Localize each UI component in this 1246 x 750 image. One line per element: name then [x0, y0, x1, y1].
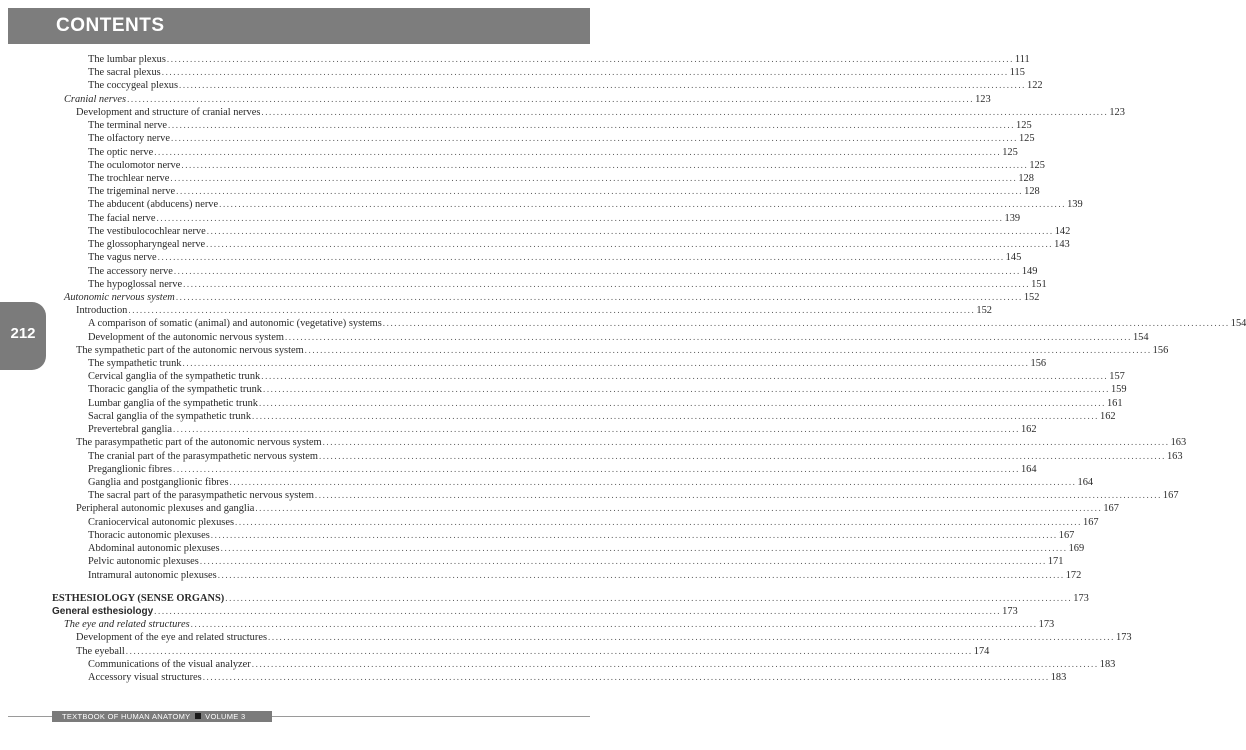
toc-entry[interactable]: [52, 436, 1187, 449]
toc-entry-title: The sympathetic trunk: [88, 358, 182, 370]
toc-leader-dots: ............................................................................................................................................................................................................................: [229, 477, 1077, 487]
toc-leader-dots: ............................................................................................................................................................................................................................: [154, 605, 1002, 616]
toc-entry-title: Lumbar ganglia of the sympathetic trunk: [88, 397, 258, 409]
toc-entry-page: 111: [1014, 54, 1030, 65]
toc-entry[interactable]: [52, 79, 1043, 92]
toc-entry[interactable]: [52, 489, 1179, 502]
toc-leader-dots: ............................................................................................................................................................................................................................: [181, 159, 1029, 170]
toc-entry[interactable]: [52, 463, 1037, 476]
toc-leader-dots: ............................................................................................................................................................................................................................: [175, 291, 1023, 302]
toc-entry[interactable]: [52, 671, 1067, 684]
toc-entry-title: Thoracic autonomic plexuses: [88, 529, 210, 541]
toc-entry[interactable]: [52, 383, 1127, 396]
toc-leader-dots: ............................................................................................................................................................................................................................: [166, 54, 1014, 64]
toc-entry[interactable]: [52, 278, 1047, 291]
toc-entry-title: Thoracic ganglia of the sympathetic trunk: [88, 384, 262, 396]
toc-leader-dots: ............................................................................................................................................................................................................................: [206, 239, 1054, 250]
toc-entry[interactable]: [52, 569, 1082, 582]
toc-entry-title: The vestibulocochlear nerve: [88, 225, 206, 237]
toc-entry-title: The sacral plexus: [88, 67, 161, 79]
toc-entry-title: The sympathetic part of the autonomic nervous system: [76, 344, 304, 356]
toc-entry[interactable]: [52, 93, 991, 106]
toc-entry[interactable]: [52, 605, 1018, 618]
toc-leader-dots: ............................................................................................................................................................................................................................: [210, 529, 1058, 540]
toc-entry-page: 123: [1109, 106, 1125, 118]
toc-entry-page: 139: [1067, 199, 1083, 211]
toc-leader-dots: ............................................................................................................................................................................................................................: [170, 172, 1018, 183]
footer-text: [62, 711, 245, 722]
toc-entry-title: The glossopharyngeal nerve: [88, 239, 206, 251]
toc-entry[interactable]: [52, 618, 1055, 631]
toc-entry[interactable]: [52, 370, 1125, 383]
toc-leader-dots: ............................................................................................................................................................................................................................: [168, 120, 1016, 131]
toc-entry-page: 149: [1021, 265, 1038, 277]
toc-entry-title: Cranial nerves: [64, 93, 127, 105]
toc-entry-title: The oculomotor nerve: [88, 159, 181, 171]
toc-leader-dots: ............................................................................................................................................................................................................................: [190, 619, 1038, 630]
toc-entry[interactable]: [52, 159, 1045, 172]
toc-entry-title: General esthesiology: [52, 605, 154, 617]
toc-leader-dots: ............................................................................................................................................................................................................................: [172, 424, 1020, 435]
toc-leader-dots: ............................................................................................................................................................................................................................: [156, 212, 1004, 223]
toc-entry-title: The trochlear nerve: [88, 172, 170, 184]
toc-entry[interactable]: [52, 172, 1034, 185]
footer-bar: [52, 711, 272, 722]
toc-entry-page: 125: [1002, 146, 1018, 158]
toc-leader-dots: ............................................................................................................................................................................................................................: [251, 658, 1099, 669]
toc-leader-dots: ............................................................................................................................................................................................................................: [170, 133, 1018, 144]
toc-leader-dots: ............................................................................................................................................................................................................................: [268, 632, 1115, 643]
toc-entry-page: 183: [1099, 658, 1116, 670]
toc-entry-title: Communications of the visual analyzer: [88, 658, 251, 670]
toc-entry-page: 164: [1020, 463, 1037, 475]
toc-entry-title: The accessory nerve: [88, 265, 173, 277]
toc-entry-page: 125: [1016, 120, 1032, 132]
toc-entry-title: Accessory visual structures: [88, 672, 202, 684]
toc-entry-page: 154: [1230, 318, 1246, 330]
toc-leader-dots: ............................................................................................................................................................................................................................: [217, 569, 1065, 580]
toc-entry[interactable]: [52, 397, 1123, 410]
toc-entry-title: The eyeball: [76, 645, 125, 657]
toc-entry-page: 161: [1106, 397, 1123, 409]
toc-entry-page: 164: [1077, 477, 1094, 488]
toc-entry-title: Pelvic autonomic plexuses: [88, 556, 199, 568]
toc-entry[interactable]: [52, 265, 1038, 278]
toc-entry[interactable]: [52, 106, 1125, 119]
toc-entry-page: 159: [1110, 384, 1127, 396]
toc-entry-page: 152: [976, 305, 992, 317]
toc-entry-title: The hypoglossal nerve: [88, 278, 183, 290]
toc-entry-page: 115: [1009, 67, 1025, 79]
toc-entry-page: 122: [1027, 80, 1043, 92]
toc-leader-dots: ............................................................................................................................................................................................................................: [261, 371, 1109, 382]
toc-entry-page: 128: [1024, 186, 1040, 198]
toc-leader-dots: ............................................................................................................................................................................................................................: [128, 305, 976, 316]
toc-entry-page: 183: [1050, 672, 1067, 684]
toc-entry[interactable]: [52, 502, 1119, 515]
toc-leader-dots: ............................................................................................................................................................................................................................: [161, 67, 1009, 78]
toc-entry[interactable]: [52, 291, 1040, 304]
toc-entry[interactable]: [52, 225, 1071, 238]
toc-entry[interactable]: [52, 631, 1132, 644]
toc-leader-dots: ............................................................................................................................................................................................................................: [182, 358, 1030, 369]
toc-entry-title: Development and structure of cranial nerves: [76, 106, 261, 118]
toc-entry-page: 167: [1103, 503, 1119, 515]
toc-entry-title: Preganglionic fibres: [88, 463, 172, 475]
toc-entry-page: 169: [1068, 543, 1085, 555]
toc-entry-page: 167: [1058, 529, 1075, 541]
toc-entry-page: 174: [973, 645, 990, 657]
toc-entry[interactable]: [52, 410, 1116, 423]
page-number-tab: [0, 302, 46, 370]
toc-entry-title: The terminal nerve: [88, 120, 168, 132]
toc-leader-dots: ............................................................................................................................................................................................................................: [154, 146, 1002, 157]
toc-leader-dots: ............................................................................................................................................................................................................................: [183, 278, 1031, 289]
toc-entry[interactable]: [52, 542, 1085, 555]
toc-entry-page: 162: [1020, 424, 1037, 436]
toc-entry[interactable]: [52, 132, 1035, 145]
toc-entry-title: The abducent (abducens) nerve: [88, 199, 219, 211]
toc-entry-title: The facial nerve: [88, 212, 156, 224]
toc-entry-page: 145: [1005, 252, 1022, 264]
toc-entry-page: 152: [1023, 291, 1040, 303]
toc-entry-title: Ganglia and postganglionic fibres: [88, 477, 229, 488]
toc-leader-dots: ............................................................................................................................................................................................................................: [252, 410, 1100, 421]
toc-entry[interactable]: [52, 198, 1083, 211]
toc-entry[interactable]: [52, 529, 1075, 542]
toc-entry-title: The sacral part of the parasympathetic nervous system: [88, 490, 314, 502]
toc-entry[interactable]: [52, 317, 1246, 330]
toc-entry-page: 173: [1116, 632, 1132, 644]
toc-entry-page: 172: [1065, 569, 1082, 581]
toc-entry-page: 151: [1031, 278, 1047, 290]
table-of-contents: [52, 53, 1246, 684]
toc-entry[interactable]: [52, 516, 1099, 529]
toc-leader-dots: ............................................................................................................................................................................................................................: [202, 672, 1050, 683]
toc-entry-title: Intramural autonomic plexuses: [88, 569, 217, 581]
toc-entry-page: 171: [1047, 556, 1064, 568]
toc-entry-page: 123: [975, 93, 991, 105]
toc-entry-title: The vagus nerve: [88, 252, 157, 264]
toc-leader-dots: ............................................................................................................................................................................................................................: [235, 516, 1082, 527]
toc-entry[interactable]: [52, 645, 990, 658]
toc-entry-page: 167: [1083, 516, 1099, 528]
toc-entry-title: Abdominal autonomic plexuses: [88, 543, 220, 555]
toc-leader-dots: ............................................................................................................................................................................................................................: [173, 265, 1021, 276]
toc-entry-page: 139: [1004, 212, 1021, 224]
toc-leader-dots: ............................................................................................................................................................................................................................: [258, 397, 1106, 408]
toc-entry[interactable]: [52, 344, 1169, 357]
toc-entry-page: 143: [1054, 239, 1070, 251]
toc-leader-dots: ............................................................................................................................................................................................................................: [127, 93, 975, 104]
toc-spacer: [52, 582, 558, 592]
footer-book-title: TEXTBOOK OF HUMAN ANATOMY: [62, 712, 191, 721]
toc-leader-dots: ............................................................................................................................................................................................................................: [206, 225, 1054, 236]
toc-entry[interactable]: [52, 450, 1183, 463]
toc-entry-title: The cranial part of the parasympathetic nervous system: [88, 450, 318, 462]
toc-entry-title: Introduction: [76, 305, 128, 317]
toc-leader-dots: ............................................................................................................................................................................................................................: [284, 331, 1132, 342]
toc-leader-dots: ............................................................................................................................................................................................................................: [225, 592, 1073, 603]
toc-entry-title: The trigeminal nerve: [88, 186, 176, 198]
toc-leader-dots: ............................................................................................................................................................................................................................: [125, 645, 973, 656]
toc-entry-title: Peripheral autonomic plexuses and ganglia: [76, 503, 255, 515]
toc-leader-dots: ............................................................................................................................................................................................................................: [176, 186, 1024, 197]
toc-entry[interactable]: [52, 555, 1064, 568]
toc-leader-dots: ............................................................................................................................................................................................................................: [262, 384, 1110, 395]
toc-leader-dots: ............................................................................................................................................................................................................................: [179, 80, 1027, 91]
toc-entry[interactable]: [52, 658, 1116, 671]
toc-leader-dots: ............................................................................................................................................................................................................................: [219, 199, 1067, 210]
toc-entry-page: 163: [1170, 437, 1187, 449]
toc-entry-page: 173: [1038, 619, 1055, 631]
toc-entry-title: Development of the autonomic nervous system: [88, 331, 284, 343]
toc-entry-page: 162: [1100, 410, 1116, 422]
toc-entry[interactable]: [52, 119, 1032, 132]
toc-entry-page: 157: [1109, 371, 1125, 383]
toc-entry[interactable]: [52, 53, 1030, 66]
toc-entry[interactable]: [52, 476, 1094, 489]
toc-entry-page: 156: [1152, 344, 1169, 356]
toc-entry[interactable]: [52, 146, 1018, 159]
toc-entry-title: The coccygeal plexus: [88, 80, 179, 92]
toc-leader-dots: ............................................................................................................................................................................................................................: [304, 344, 1152, 355]
page-title: CONTENTS: [56, 15, 165, 36]
toc-leader-dots: ............................................................................................................................................................................................................................: [255, 503, 1103, 514]
toc-entry-page: 125: [1029, 159, 1045, 171]
toc-leader-dots: ............................................................................................................................................................................................................................: [172, 463, 1020, 474]
toc-entry-page: 173: [1073, 592, 1089, 604]
toc-entry-page: 173: [1002, 605, 1018, 617]
footer-volume: VOLUME 3: [205, 712, 246, 721]
toc-entry[interactable]: [52, 238, 1070, 251]
toc-entry[interactable]: [52, 592, 1089, 605]
toc-leader-dots: ............................................................................................................................................................................................................................: [261, 106, 1109, 117]
toc-entry-title: Prevertebral ganglia: [88, 424, 172, 436]
toc-entry-title: The lumbar plexus: [88, 54, 166, 65]
toc-entry-page: 156: [1030, 358, 1047, 370]
header-bar: [8, 8, 590, 44]
toc-entry[interactable]: [52, 251, 1022, 264]
toc-entry-title: Autonomic nervous system: [64, 291, 175, 303]
toc-entry-title: Sacral ganglia of the sympathetic trunk: [88, 410, 252, 422]
toc-leader-dots: ............................................................................................................................................................................................................................: [220, 543, 1068, 554]
toc-entry-title: The olfactory nerve: [88, 133, 170, 145]
toc-entry[interactable]: [52, 185, 1040, 198]
toc-leader-dots: ............................................................................................................................................................................................................................: [199, 556, 1047, 567]
toc-entry[interactable]: [52, 304, 992, 317]
toc-entry[interactable]: [52, 357, 1047, 370]
toc-entry-page: 167: [1162, 490, 1179, 502]
toc-entry[interactable]: [52, 212, 1021, 225]
toc-entry-page: 163: [1166, 450, 1183, 462]
toc-entry-title: Cervical ganglia of the sympathetic trunk: [88, 371, 261, 383]
toc-entry-title: Development of the eye and related structures: [76, 632, 267, 644]
toc-entry-page: 154: [1132, 331, 1149, 343]
toc-entry[interactable]: [52, 66, 1025, 79]
toc-entry-page: 142: [1054, 225, 1071, 237]
toc-leader-dots: ............................................................................................................................................................................................................................: [314, 490, 1162, 501]
toc-entry-page: 125: [1018, 133, 1035, 145]
toc-entry[interactable]: [52, 331, 1149, 344]
toc-entry-page: 128: [1018, 172, 1034, 184]
toc-entry-title: Craniocervical autonomic plexuses: [88, 516, 234, 528]
toc-entry-title: A comparison of somatic (animal) and autonomic (vegetative) systems: [88, 318, 382, 330]
page-number: 212: [10, 325, 36, 342]
toc-leader-dots: ............................................................................................................................................................................................................................: [382, 318, 1230, 329]
toc-entry[interactable]: [52, 423, 1037, 436]
toc-leader-dots: ............................................................................................................................................................................................................................: [318, 450, 1166, 461]
toc-entry-title: ESTHESIOLOGY (SENSE ORGANS): [52, 592, 225, 604]
toc-leader-dots: ............................................................................................................................................................................................................................: [322, 437, 1170, 448]
toc-entry-title: The optic nerve: [88, 146, 154, 158]
square-icon: [195, 713, 201, 719]
toc-entry-title: The parasympathetic part of the autonomic nervous system: [76, 437, 322, 449]
toc-entry-title: The eye and related structures: [64, 619, 190, 631]
toc-leader-dots: ............................................................................................................................................................................................................................: [157, 252, 1005, 263]
